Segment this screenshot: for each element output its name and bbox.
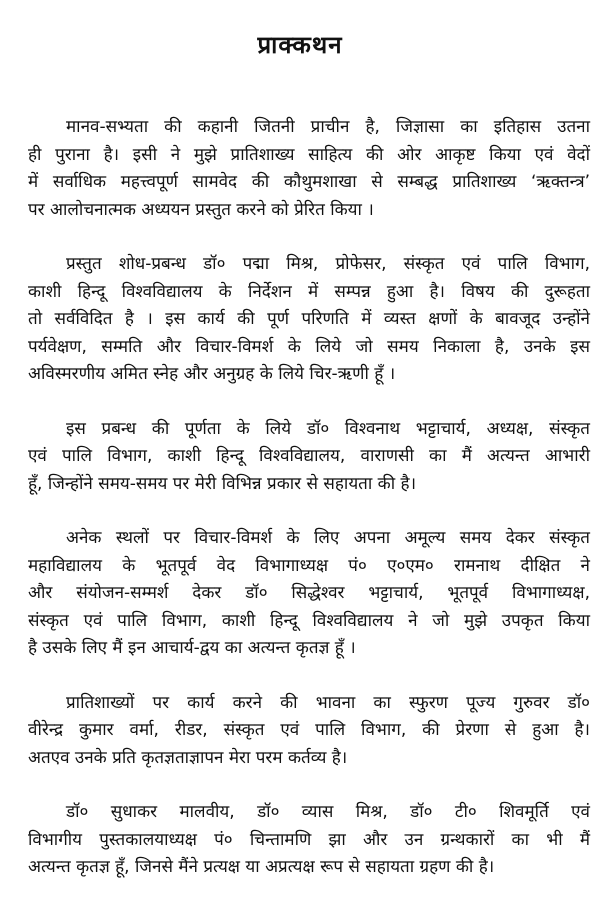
text-line: हूँ, जिन्होंने समय-समय पर मेरी विभिन्न प्रकार से सहायता की है। xyxy=(28,473,417,494)
text-line: अविस्मरणीय अमित स्नेह और अनुग्रह के लिये चिर-ऋणी हूँ । xyxy=(28,364,396,384)
text-line: ही पुराना है। इसी ने मुझे प्रातिशाख्य साहित्य की ओर आकृष्ट किया एवं वेदों xyxy=(28,144,590,165)
page-title: प्राक्कथन xyxy=(257,31,343,59)
text-line: पर्यवेक्षण, सम्मति और विचार-विमर्श के लिये जो समय निकाला है, उनके इस xyxy=(28,336,590,357)
text-line: में सर्वाधिक महत्त्वपूर्ण सामवेद की कौथुमशाखा से सम्बद्ध प्रातिशाख्य ‘ऋक्तन्त्र’ xyxy=(28,172,590,192)
text-line: डॉ० सुधाकर मालवीय, डॉ० व्यास मिश्र, डॉ० टी० शिवमूर्ति एवं xyxy=(66,802,590,822)
text-line: मानव-सभ्यता की कहानी जितनी प्राचीन है, जिज्ञासा का इतिहास उतना xyxy=(66,117,590,137)
text-line: प्रस्तुत शोध-प्रबन्ध डॉ० पद्मा मिश्र, प्रोफेसर, संस्कृत एवं पालि विभाग, xyxy=(66,254,590,274)
text-line: तो सर्वविदित है । इस कार्य की पूर्ण परिणति में व्यस्त क्षणों के बावजूद उन्होंने xyxy=(28,309,590,329)
text-line: इस प्रबन्ध की पूर्णता के लिये डॉ० विश्वनाथ भट्टाचार्य, अध्यक्ष, संस्कृत xyxy=(66,418,590,439)
text-line: अत्यन्त कृतज्ञ हूँ, जिनसे मैंने प्रत्यक्ष या अप्रत्यक्ष रूप से सहायता ग्रहण की है। xyxy=(28,857,495,877)
paragraph xyxy=(28,416,590,499)
text-line: वीरेन्द्र कुमार वर्मा, रीडर, संस्कृत एवं पालि विभाग, की प्रेरणा से हुआ है। xyxy=(28,720,590,740)
text-line: संस्कृत एवं पालि विभाग, काशी हिन्दू विश्वविद्यालय ने जो मुझे उपकृत किया xyxy=(28,610,590,631)
text-line: महाविद्यालय के भूतपूर्व वेद विभागाध्यक्ष पं० ए०एम० रामनाथ दीक्षित ने xyxy=(28,555,590,576)
paragraph xyxy=(28,690,590,773)
text-line: पर आलोचनात्मक अध्ययन प्रस्तुत करने को प्रेरित किया । xyxy=(28,199,374,220)
text-line: प्रातिशाख्यों पर कार्य करने की भावना का स्फुरण पूज्य गुरुवर डॉ० xyxy=(66,692,590,713)
paragraph xyxy=(28,251,590,389)
text-line: काशी हिन्दू विश्वविद्यालय के निर्देशन में सम्पन्न हुआ है। विषय की दुरूहता xyxy=(28,281,590,302)
text-line: विभागीय पुस्तकालयाध्यक्ष पं० चिन्तामणि झा और उन ग्रन्थकारों का भी मैं xyxy=(28,829,590,850)
text-line: और संयोजन-सम्मर्श देकर डॉ० सिद्धेश्वर भट्टाचार्य, भूतपूर्व विभागाध्यक्ष, xyxy=(28,583,590,603)
paragraph xyxy=(28,525,590,663)
text-line: अनेक स्थलों पर विचार-विमर्श के लिए अपना अमूल्य समय देकर संस्कृत xyxy=(66,528,590,548)
paragraph xyxy=(28,799,590,882)
paragraph xyxy=(28,114,590,224)
text-line: एवं पालि विभाग, काशी हिन्दू विश्वविद्यालय, वाराणसी का मैं अत्यन्त आभारी xyxy=(28,446,590,466)
text-line: अतएव उनके प्रति कृतज्ञताज्ञापन मेरा परम कर्तव्य है। xyxy=(28,747,348,768)
text-line: है उसके लिए मैं इन आचार्य-द्वय का अत्यन्त कृतज्ञ हूँ । xyxy=(28,638,356,658)
document-body xyxy=(28,114,590,909)
